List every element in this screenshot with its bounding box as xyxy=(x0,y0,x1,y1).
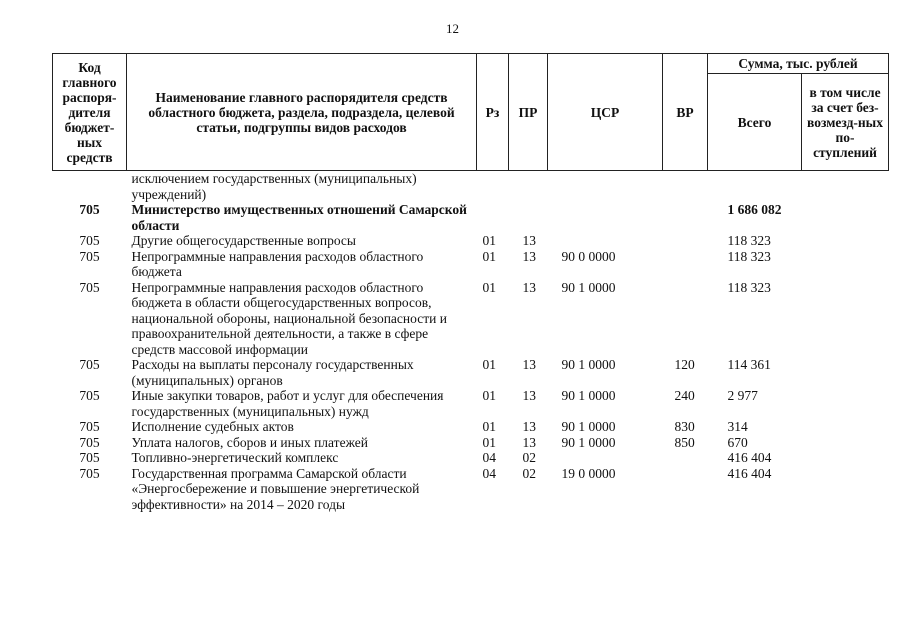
cell-vr xyxy=(663,249,708,280)
cell-vse: 314 xyxy=(727,419,748,434)
cell-vse: 114 361 xyxy=(727,357,771,372)
cell-csr: 90 1 0000 xyxy=(561,388,616,403)
header-kod: Код главного распоря-дителя бюджет-ных средств xyxy=(53,54,127,171)
cell-name: Уплата налогов, сборов и иных платежей xyxy=(131,434,368,450)
cell-rz: 01 xyxy=(482,434,496,450)
cell-pr: 13 xyxy=(522,248,536,264)
header-pr: ПР xyxy=(509,54,548,171)
cell-csr xyxy=(548,171,663,203)
table-row xyxy=(53,202,889,233)
table-row xyxy=(53,450,889,466)
cell-rz: 04 xyxy=(482,450,496,465)
cell-pr: 13 xyxy=(522,233,536,248)
cell-csr xyxy=(548,202,663,233)
cell-vse: 1 686 082 xyxy=(727,202,782,217)
cell-kod: 705 xyxy=(79,357,100,372)
cell-name: Государственная программа Самарской области «Энергосбережение и повышение энергетической эффективности» на 2014 – 2020 годы xyxy=(131,465,420,512)
cell-kod: 705 xyxy=(79,233,100,248)
cell-bez xyxy=(802,249,889,280)
table-row xyxy=(53,280,889,358)
cell-kod: 705 xyxy=(79,279,100,295)
cell-vse: 670 xyxy=(727,434,748,450)
table-row xyxy=(53,249,889,280)
cell-name: Расходы на выплаты персоналу государственных (муниципальных) органов xyxy=(131,357,414,388)
cell-csr xyxy=(548,233,663,249)
cell-name: Непрограммные направления расходов областного бюджета в области общегосударственных вопросов, национальной обороны, национальной безопасности и правоохранительной деятельности, а также в сфере средств массовой информации xyxy=(131,279,447,357)
header-name: Наименование главного распорядителя средств областного бюджета, раздела, подраздела, целевой статьи, подгруппы видов расходов xyxy=(127,54,477,171)
cell-kod: 705 xyxy=(79,465,100,481)
table-row xyxy=(53,435,889,451)
cell-vse: 2 977 xyxy=(727,388,758,403)
table-header xyxy=(53,54,889,171)
cell-csr: 90 0 0000 xyxy=(561,248,616,264)
cell-bez xyxy=(802,435,889,451)
cell-bez xyxy=(802,466,889,513)
cell-kod: 705 xyxy=(79,388,100,403)
cell-bez xyxy=(802,233,889,249)
cell-rz: 01 xyxy=(482,419,496,434)
cell-name: исключением государственных (муниципальных) учреждений) xyxy=(131,171,417,202)
table-row xyxy=(53,419,889,435)
cell-vse: 416 404 xyxy=(727,450,772,465)
table-body xyxy=(53,171,889,513)
cell-vr: 240 xyxy=(674,388,695,403)
cell-vse: 118 323 xyxy=(727,279,771,295)
cell-rz xyxy=(477,171,509,203)
cell-kod: 705 xyxy=(79,450,100,465)
cell-pr: 13 xyxy=(522,434,536,450)
cell-vr xyxy=(663,171,708,203)
cell-pr: 13 xyxy=(522,419,536,434)
cell-pr xyxy=(509,171,548,203)
cell-csr: 90 1 0000 xyxy=(561,357,616,372)
cell-csr: 19 0 0000 xyxy=(561,465,616,481)
cell-vr xyxy=(663,233,708,249)
header-rz: Рз xyxy=(477,54,509,171)
table-row xyxy=(53,466,889,513)
cell-rz: 04 xyxy=(482,465,496,481)
cell-vse: 118 323 xyxy=(727,248,771,264)
cell-bez xyxy=(802,357,889,388)
cell-vse: 416 404 xyxy=(727,465,772,481)
cell-kod: 705 xyxy=(79,248,100,264)
cell-vr xyxy=(663,450,708,466)
cell-pr: 13 xyxy=(522,357,536,372)
cell-kod: 705 xyxy=(79,434,100,450)
cell-bez xyxy=(802,388,889,419)
cell-vr xyxy=(663,202,708,233)
cell-name: Исполнение судебных актов xyxy=(131,419,294,434)
header-vr: ВР xyxy=(663,54,708,171)
cell-rz: 01 xyxy=(482,357,496,372)
cell-pr: 02 xyxy=(522,450,536,465)
cell-csr: 90 1 0000 xyxy=(561,419,616,434)
cell-csr: 90 1 0000 xyxy=(561,279,616,295)
cell-vr: 120 xyxy=(674,357,695,372)
cell-name: Иные закупки товаров, работ и услуг для обеспечения государственных (муниципальных) нужд xyxy=(131,388,444,419)
cell-pr: 13 xyxy=(522,388,536,403)
cell-pr: 02 xyxy=(522,465,536,481)
page-number: 12 xyxy=(446,21,459,36)
cell-rz: 01 xyxy=(482,279,496,295)
table-row xyxy=(53,388,889,419)
cell-vr: 830 xyxy=(674,419,695,434)
cell-rz xyxy=(477,202,509,233)
cell-pr: 13 xyxy=(522,279,536,295)
cell-name: Непрограммные направления расходов областного бюджета xyxy=(131,248,424,279)
table-row xyxy=(53,357,889,388)
header-vsego: Всего xyxy=(708,74,802,171)
cell-bez xyxy=(802,280,889,358)
header-summa: Сумма, тыс. рублей xyxy=(708,54,889,74)
cell-kod: 705 xyxy=(79,202,100,217)
cell-bez xyxy=(802,171,889,203)
cell-vr xyxy=(663,280,708,358)
cell-pr xyxy=(509,202,548,233)
cell-bez xyxy=(802,450,889,466)
table-row xyxy=(53,171,889,203)
cell-name: Другие общегосударственные вопросы xyxy=(131,233,356,248)
cell-bez xyxy=(802,202,889,233)
cell-name: Министерство имущественных отношений Самарской области xyxy=(131,202,467,233)
cell-csr: 90 1 0000 xyxy=(561,434,616,450)
cell-vse xyxy=(708,171,802,203)
cell-csr xyxy=(548,450,663,466)
cell-vr: 850 xyxy=(674,434,695,450)
header-bezvozm: в том числе за счет без-возмезд-ных по-ступлений xyxy=(802,74,889,171)
cell-rz: 01 xyxy=(482,248,496,264)
budget-table xyxy=(52,53,889,512)
cell-vr xyxy=(663,466,708,513)
cell-rz: 01 xyxy=(482,233,496,248)
cell-kod xyxy=(53,171,127,203)
cell-kod: 705 xyxy=(79,419,100,434)
cell-vse: 118 323 xyxy=(727,233,771,248)
table-row xyxy=(53,233,889,249)
header-csr: ЦСР xyxy=(548,54,663,171)
cell-bez xyxy=(802,419,889,435)
cell-name: Топливно-энергетический комплекс xyxy=(131,450,339,465)
cell-rz: 01 xyxy=(482,388,496,403)
